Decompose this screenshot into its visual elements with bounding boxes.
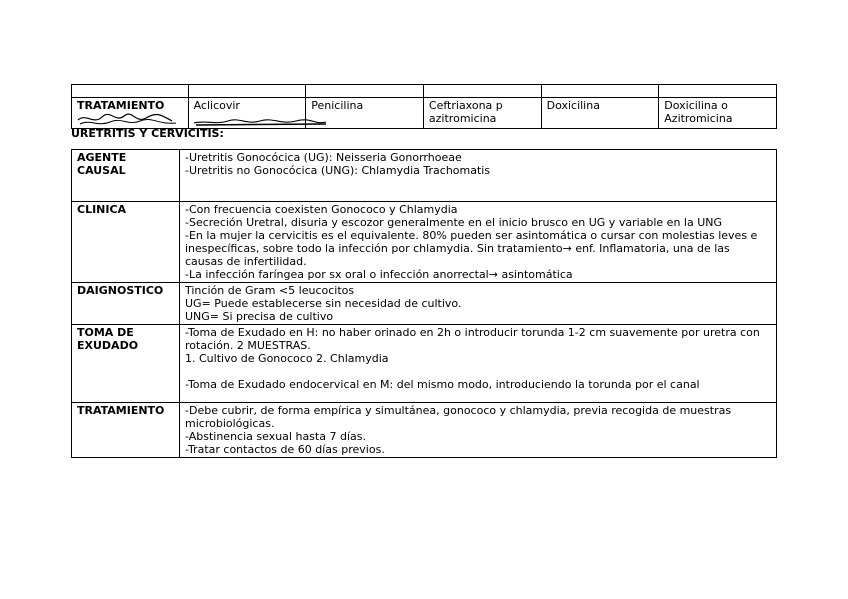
content-line: -Tratar contactos de 60 días previos. — [185, 443, 385, 456]
treatment-table — [71, 84, 777, 129]
content-line: Tinción de Gram <5 leucocitos — [185, 284, 355, 297]
content-line: -Toma de Exudado endocervical en M: del mismo modo, introduciendo la torunda por el canal — [185, 378, 700, 391]
row-label: AGENTE CAUSAL — [72, 150, 180, 202]
row-content — [180, 202, 777, 283]
row-content — [180, 403, 777, 458]
row-label: TRATAMIENTO — [72, 403, 180, 458]
treatment-cell: Ceftriaxona p azitromicina — [423, 98, 541, 129]
uretritis-table — [71, 149, 777, 458]
empty-cell — [659, 85, 777, 98]
treatment-cell: Aclicovir — [188, 98, 306, 129]
table-row — [72, 325, 777, 403]
empty-cell — [423, 85, 541, 98]
handwritten-scribble — [76, 111, 406, 127]
empty-cell — [72, 85, 189, 98]
content-line: -Abstinencia sexual hasta 7 días. — [185, 430, 366, 443]
content-line: -Debe cubrir, de forma empírica y simultánea, gonococo y chlamydia, previa recogida de muestras microbiológicas. — [185, 404, 732, 430]
treatment-cell: Doxicilina — [541, 98, 659, 129]
table-row — [72, 202, 777, 283]
content-line: -Uretritis Gonocócica (UG): Neisseria Gonorrhoeae — [185, 151, 462, 164]
content-line: -La infección faríngea por sx oral o infección anorrectal→ asintomática — [185, 268, 573, 281]
treatment-label-cell — [72, 98, 189, 129]
empty-cell — [541, 85, 659, 98]
treatment-label: TRATAMIENTO — [77, 99, 165, 112]
treatment-cell: Doxicilina o Azitromicina — [659, 98, 777, 129]
content-line: -Con frecuencia coexisten Gonococo y Chlamydia — [185, 203, 458, 216]
row-label: CLINICA — [72, 202, 180, 283]
row-content — [180, 150, 777, 202]
table-row — [72, 283, 777, 325]
content-line — [185, 365, 771, 378]
row-label: DAIGNOSTICO — [72, 283, 180, 325]
empty-cell — [306, 85, 424, 98]
table-row — [72, 150, 777, 202]
table-row — [72, 85, 777, 98]
content-line: -Uretritis no Gonocócica (UNG): Chlamydia Trachomatis — [185, 164, 491, 177]
content-line: -En la mujer la cervicitis es el equivalente. 80% pueden ser asintomática o cursar con molestias leves e inespecíficas, sobre todo la infección por chlamydia. Sin tratamiento→ enf. Inflamatoria, una de las causas de infertilidad. — [185, 229, 758, 268]
content-line: -Toma de Exudado en H: no haber orinado en 2h o introducir torunda 1-2 cm suavemente por uretra con rotación. 2 MUESTRAS. — [185, 326, 760, 352]
content-line: UNG= Si precisa de cultivo — [185, 310, 334, 323]
content-line: -Secreción Uretral, disuria y escozor generalmente en el inicio brusco en UG y variable en la UNG — [185, 216, 723, 229]
empty-cell — [188, 85, 306, 98]
treatment-cell: Penicilina — [306, 98, 424, 129]
table-row — [72, 98, 777, 129]
content-line: 1. Cultivo de Gonococo 2. Chlamydia — [185, 352, 389, 365]
row-content — [180, 283, 777, 325]
row-label: TOMA DE EXUDADO — [72, 325, 180, 403]
row-content — [180, 325, 777, 403]
content-line: UG= Puede establecerse sin necesidad de cultivo. — [185, 297, 462, 310]
table-row — [72, 403, 777, 458]
section-heading: URETRITIS Y CERVICITIS: — [71, 127, 224, 140]
